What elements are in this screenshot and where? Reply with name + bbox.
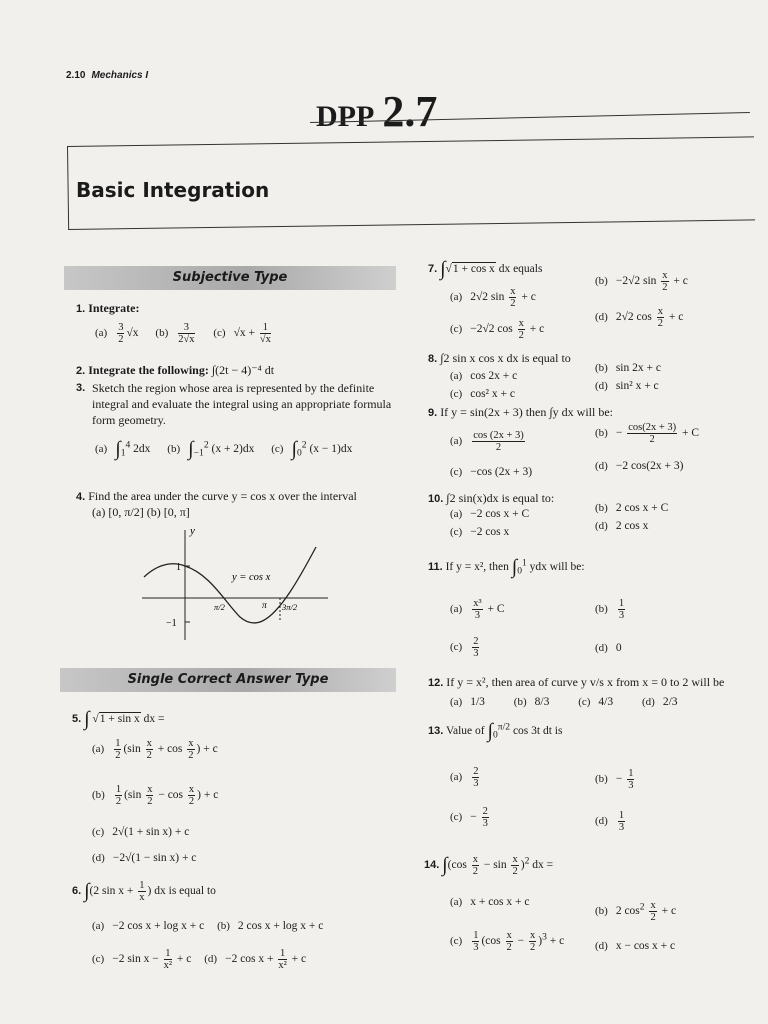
q-text-post: cos 3t dt is (512, 725, 563, 738)
opt-label: (a) (450, 603, 463, 616)
q14-option-c: (c) $\frac{1}{3}$ (cos $\frac{x}{2}$ − $\frac{x}{2}$ )$^3$ + c (450, 930, 565, 953)
q-text-post: ydx will be: (529, 561, 585, 574)
opt-label: (b) (595, 275, 608, 288)
opt-label: (c) (450, 935, 463, 948)
opt-label: (a) (450, 435, 463, 448)
label-pi: π (262, 601, 267, 611)
opt-text: 1/3 (470, 696, 485, 708)
q-number: 13. (428, 725, 444, 738)
opt-label: (a) (92, 920, 105, 932)
opt-label: (c) (450, 388, 463, 400)
opt-label: (b) (595, 362, 608, 374)
q8-option-b (595, 362, 661, 374)
opt-label: (a) (450, 291, 463, 304)
q-text: dx = (143, 713, 165, 726)
cosine-graph (140, 522, 330, 642)
opt-label: (a) (450, 370, 463, 382)
opt-label: (d) (595, 460, 608, 472)
opt-text: x + cos x + c (470, 896, 530, 908)
q-text: dx is equal to (154, 885, 216, 898)
opt-text: −2 cos x (470, 526, 510, 538)
opt-text: 8/3 (534, 696, 550, 708)
q-text: Integrate the following: (88, 363, 209, 377)
opt-label: (b) (167, 443, 181, 456)
q13-option-b: (b) − $\frac{1}{3}$ (595, 768, 634, 791)
opt-text: cos² x + c (470, 388, 515, 400)
label-one: 1 (176, 562, 181, 573)
opt-label: (c) (450, 641, 463, 654)
book-name: Mechanics I (91, 70, 149, 81)
q4-parts: (a) [0, π/2] (b) [0, π] (92, 505, 190, 519)
question-12 (428, 674, 724, 691)
q6-options-ab (92, 920, 323, 932)
opt-label: (a) (450, 508, 463, 520)
opt-text: −cos (2x + 3) (470, 466, 533, 478)
opt-label: (b) (595, 603, 608, 616)
q8-option-c (450, 388, 515, 400)
page-title: Basic Integration (76, 178, 270, 202)
opt-text: 2√(1 + sin x) + c (112, 826, 190, 838)
q8-option-a (450, 370, 517, 382)
q-number: 3. (76, 382, 86, 394)
question-9 (428, 404, 613, 421)
q-text: dx equals (498, 263, 543, 276)
q-text: dx = (532, 859, 554, 872)
q-text: If y = x², then (445, 561, 509, 574)
q-text: Find the area under the curve y = cos x over the interval (88, 489, 357, 503)
q9-option-a: (a) $\frac{\cos (2x + 3)}{2}$ (450, 430, 524, 453)
opt-label: (a) (95, 443, 108, 456)
q-number: 8. (428, 353, 438, 365)
q6-options-cd: (c) −2 sin x − $\frac{1}{\text{x²}}$ + c (d) −2 cos x + $\frac{1}{\text{x²}}$ + c (92, 948, 307, 971)
q-number: 9. (428, 407, 438, 419)
opt-text: cos 2x + c (470, 370, 518, 382)
q7-option-d: (d) 2√2 cos $\frac{x}{2}$ + c (595, 306, 684, 329)
opt-text: sin 2x + c (615, 362, 661, 374)
opt-text: −2 cos x + C (470, 508, 530, 520)
opt-text: 0 (615, 642, 622, 654)
opt-label: (d) (595, 642, 608, 654)
question-1 (76, 300, 140, 317)
q13-option-c: (c) − $\frac{2}{3}$ (450, 806, 488, 829)
dpp-number: 2.7 (382, 87, 438, 136)
opt-label: (b) (92, 789, 105, 802)
opt-label: (c) (92, 953, 105, 966)
page-number: 2.10 (66, 70, 86, 81)
q-number: 5. (72, 713, 82, 726)
question-10 (428, 490, 554, 507)
q9-option-d (595, 460, 683, 472)
q-text: ∫2 sin x cos x dx is equal to (440, 351, 571, 365)
q10-option-a (450, 508, 529, 520)
q-number: 4. (76, 491, 86, 503)
q-text: If y = sin(2x + 3) then ∫y dx will be: (440, 405, 613, 419)
opt-label: (a) (450, 771, 463, 784)
opt-label: (c) (213, 327, 226, 340)
q-number: 2. (76, 365, 86, 377)
q7-option-b: (b) −2√2 sin $\frac{x}{2}$ + c (595, 270, 688, 293)
q10-option-c (450, 526, 509, 538)
q-number: 7. (428, 263, 438, 276)
label-three-pi-half: 3π/2 (282, 602, 298, 612)
opt-label: (b) (595, 502, 608, 514)
opt-label: (c) (450, 466, 463, 478)
page-header (66, 70, 148, 81)
question-11: 11. If y = x², then $\int_0^1$ ydx will be: (428, 556, 585, 578)
q7-option-a: (a) 2√2 sin $\frac{x}{2}$ + c (450, 286, 536, 309)
q7-option-c: (c) −2√2 cos $\frac{x}{2}$ + c (450, 318, 545, 341)
q-number: 14. (424, 859, 440, 872)
dpp-prefix: DPP (316, 100, 375, 133)
opt-label: (b) (595, 905, 608, 918)
curve-label: y = cos x (232, 572, 271, 583)
opt-label: (d) (595, 940, 608, 952)
opt-label: (a) (95, 327, 108, 340)
q-number: 10. (428, 493, 444, 505)
opt-label: (d) (595, 520, 608, 532)
q14-option-d (595, 940, 675, 952)
label-pi-half: π/2 (214, 602, 225, 612)
q11-option-a: (a) $\frac{\text{x³}}{3}$ + C (450, 598, 505, 621)
opt-text: 2 cos x (615, 520, 649, 532)
section-single-correct: Single Correct Answer Type (60, 668, 396, 692)
question-6: 6. ∫(2 sin x + $\frac{1}{x}$ ) dx is equal to (72, 880, 216, 903)
question-14: 14. ∫(cos $\frac{x}{2}$ − sin $\frac{x}{2}$ )$^2$ dx = (424, 854, 554, 877)
q-number: 12. (428, 677, 444, 689)
opt-text: sin² x + c (615, 380, 659, 392)
q9-option-c (450, 466, 532, 478)
opt-label: (c) (92, 826, 105, 838)
section-subjective: Subjective Type (64, 266, 396, 290)
opt-label: (b) (595, 427, 608, 440)
opt-label: (c) (271, 443, 284, 456)
label-minus-one: −1 (166, 618, 177, 629)
y-axis-label: y (190, 525, 195, 537)
q-text: If y = x², then area of curve y v/s x from x = 0 to 2 will be (446, 675, 725, 689)
q-text: Sketch the region whose area is represented by the definite integral and evaluate the integral using an appropriate formula form geometry. (92, 381, 392, 427)
opt-text: x − cos x + c (615, 940, 676, 952)
opt-label: (d) (204, 953, 218, 966)
q10-option-d (595, 520, 648, 532)
opt-label: (d) (595, 311, 608, 324)
opt-label: (a) (450, 696, 463, 708)
question-13: 13. Value of $\int_0^{\pi/2}$ cos 3t dt is (428, 720, 563, 742)
opt-label: (a) (450, 896, 463, 908)
q-text: Value of (445, 725, 485, 738)
q13-option-d: (d) $\frac{1}{3}$ (595, 810, 625, 833)
q8-option-d (595, 380, 659, 392)
question-4 (76, 488, 396, 505)
q-expression: ∫(2t − 4)⁻⁴ dt (211, 363, 275, 377)
q-number: 11. (428, 561, 443, 574)
q5-option-d (92, 852, 196, 864)
question-3 (76, 380, 394, 428)
opt-label: (b) (595, 773, 608, 786)
q10-option-b (595, 502, 668, 514)
q9-option-b: (b) − $\frac{\cos(2x + 3)}{2}$ + C (595, 422, 700, 445)
q11-option-b: (b) $\frac{1}{3}$ (595, 598, 625, 621)
opt-text: 2/3 (662, 696, 678, 708)
opt-label: (a) (92, 743, 105, 756)
q3-options: (a) $\int_1^4$ 2dx (b) $\int_{-1}^2$ (x + 2)dx (c) $\int_0^2$ (x − 1)dx (95, 438, 353, 460)
opt-text: −2√(1 − sin x) + c (112, 852, 197, 864)
q-text: Integrate: (88, 301, 140, 315)
question-7: 7. ∫√1 + cos x dx equals (428, 258, 543, 280)
q5-option-c (92, 826, 189, 838)
opt-label: (b) (217, 920, 230, 932)
opt-label: (d) (595, 380, 608, 392)
opt-text: 2 cos x + log x + c (237, 920, 324, 932)
opt-label: (b) (513, 696, 527, 708)
opt-label: (d) (92, 852, 105, 864)
q12-options (450, 696, 678, 708)
dpp-heading (316, 86, 437, 137)
opt-label: (c) (450, 811, 463, 824)
q5-option-b: (b) $\frac{1}{2}$ (sin $\frac{x}{2}$ − cos $\frac{x}{2}$ ) + c (92, 784, 219, 807)
q-text: ∫2 sin(x)dx is equal to: (446, 491, 555, 505)
question-5: 5. ∫ √1 + sin x dx = (72, 708, 165, 730)
q1-options: (a) $\frac{3}{2}$ √x (b) $\frac{3}{2√x}$ (c) √x + $\frac{1}{√x}$ (95, 322, 271, 345)
opt-text: −2 cos x + log x + c (112, 920, 205, 932)
q-number: 1. (76, 303, 86, 315)
opt-label: (d) (595, 815, 608, 828)
opt-label: (c) (450, 526, 463, 538)
opt-label: (c) (450, 323, 463, 336)
opt-label: (b) (155, 327, 169, 340)
q11-option-d (595, 642, 622, 654)
q14-option-b: (b) 2 $\cos^2$ $\frac{x}{2}$ + c (595, 900, 677, 923)
opt-text: 4/3 (598, 696, 614, 708)
q11-option-c: (c) $\frac{2}{3}$ (450, 636, 479, 659)
question-8 (428, 350, 571, 367)
q14-option-a (450, 896, 530, 908)
opt-label: (c) (578, 696, 591, 708)
opt-text: 2 cos x + C (615, 502, 669, 514)
opt-label: (d) (642, 696, 655, 708)
q13-option-a: (a) $\frac{2}{3}$ (450, 766, 479, 789)
q5-option-a: (a) $\frac{1}{2}$ (sin $\frac{x}{2}$ + cos $\frac{x}{2}$ ) + c (92, 738, 218, 761)
opt-text: −2 cos(2x + 3) (615, 460, 684, 472)
question-2 (76, 362, 274, 379)
q-number: 6. (72, 885, 82, 898)
